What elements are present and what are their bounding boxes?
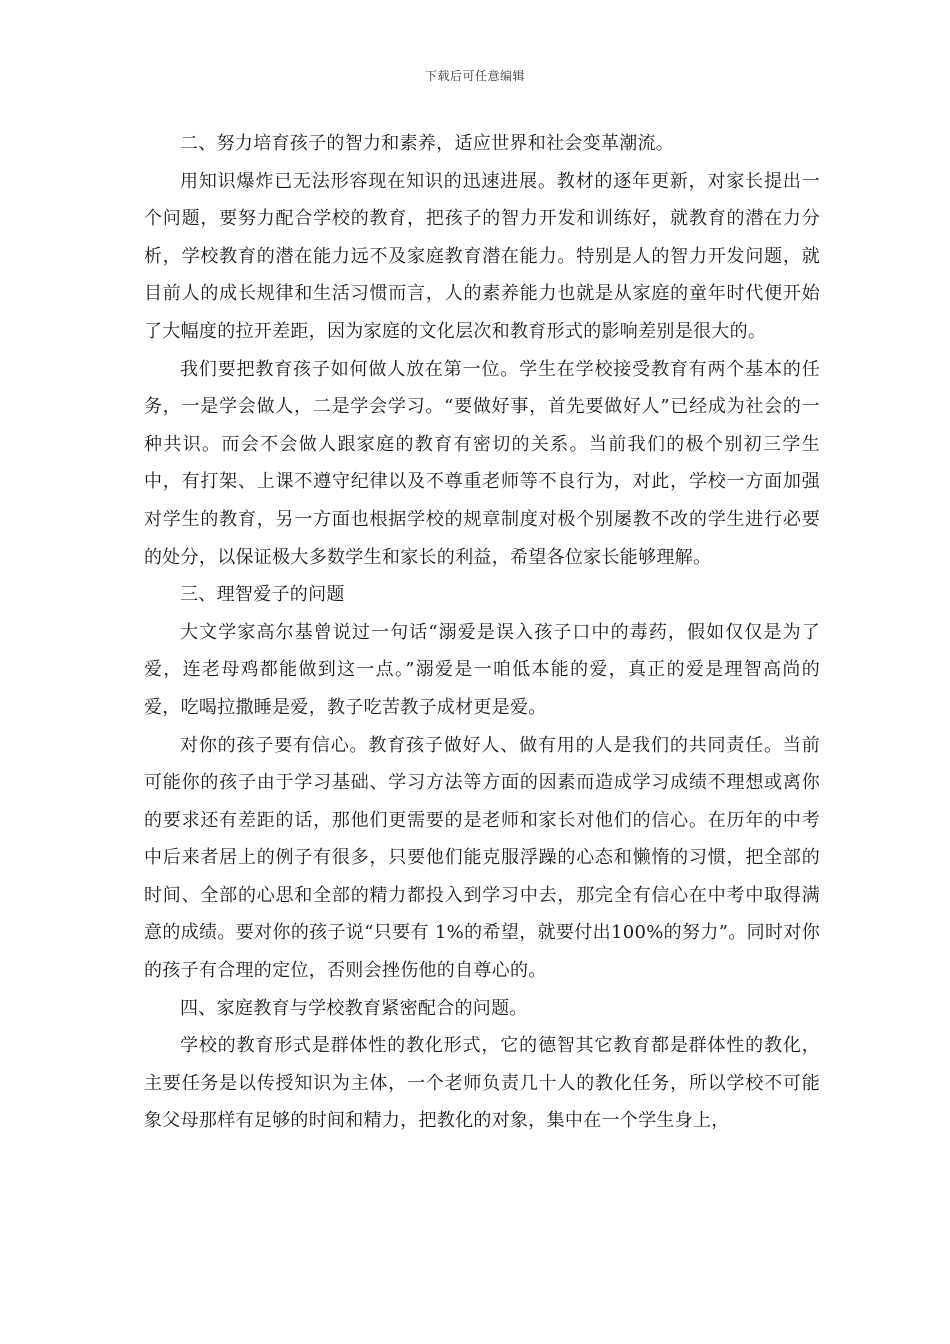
paragraph-confidence: 对你的孩子要有信心。教育孩子做好人、做有用的人是我们的共同责任。当前可能你的孩子由于学习基础、学习方法等方面的因素而造成学习成绩不理想或离你的要求还有差距的话，那他们更需要的是老师和家长对他们的信心。在历年的中考中后来者居上的例子有很多，只要他们能克服浮躁的心态和懒惰的习惯，把全部的时间、全部的心思和全部的精力都投入到学习中去，那完全有信心在中考中取得满意的成绩。要对你的孩子说“只要有 1%的希望，就要付出100%的努力”。同时对你的孩子有合理的定位，否则会挫伤他的自尊心的。	[144, 734, 820, 982]
section-heading-4: 四、家庭教育与学校教育紧密配合的问题。	[180, 997, 528, 1019]
paragraph-gorky-quote: 大文学家高尔基曾说过一句话“溺爱是误入孩子口中的毒药，假如仅仅是为了爱，连老母鸡都能做到这一点。”溺爱是一咱低本能的爱，真正的爱是理智高尚的爱，吃喝拉撒睡是爱，教子吃苦教子成材更是爱。	[144, 621, 820, 718]
paragraph-school-education: 学校的教育形式是群体性的教化形式，它的德智其它教育都是群体性的教化，主要任务是以传授知识为主体，一个老师负责几十人的教化任务，所以学校不可能象父母那样有足够的时间和精力，把教化的对象，集中在一个学生身上，	[144, 1035, 820, 1132]
header-note: 下载后可任意编辑	[424, 69, 525, 83]
section-heading-2: 二、努力培育孩子的智力和素养，适应世界和社会变革潮流。	[180, 133, 675, 154]
paragraph-knowledge-growth: 用知识爆炸已无法形容现在知识的迅速进展。教材的逐年更新，对家长提出一个问题，要努力配合学校的教育，把孩子的智力开发和训练好，就教育的潜在力分析，学校教育的潜在能力远不及家庭教育潜在能力。特别是人的智力开发问题，就目前人的成长规律和生活习惯而言，人的素养能力也就是从家庭的童年时代便开始了大幅度的拉开差距，因为家庭的文化层次和教育形式的影响差别是很大的。	[144, 170, 820, 342]
document-body	[144, 125, 820, 1140]
section-heading-3: 三、理智爱子的问题	[180, 584, 345, 606]
paragraph-moral-education: 我们要把教育孩子如何做人放在第一位。学生在学校接受教育有两个基本的任务，一是学会做人，二是学会学习。“要做好事，首先要做好人”已经成为社会的一种共识。而会不会做人跟家庭的教育有密切的关系。当前我们的极个别初三学生中，有打架、上课不遵守纪律以及不尊重老师等不良行为，对此，学校一方面加强对学生的教育，另一方面也根据学校的规章制度对极个别屡教不改的学生进行必要的处分，以保证极大多数学生和家长的利益，希望各位家长能够理解。	[144, 358, 820, 568]
